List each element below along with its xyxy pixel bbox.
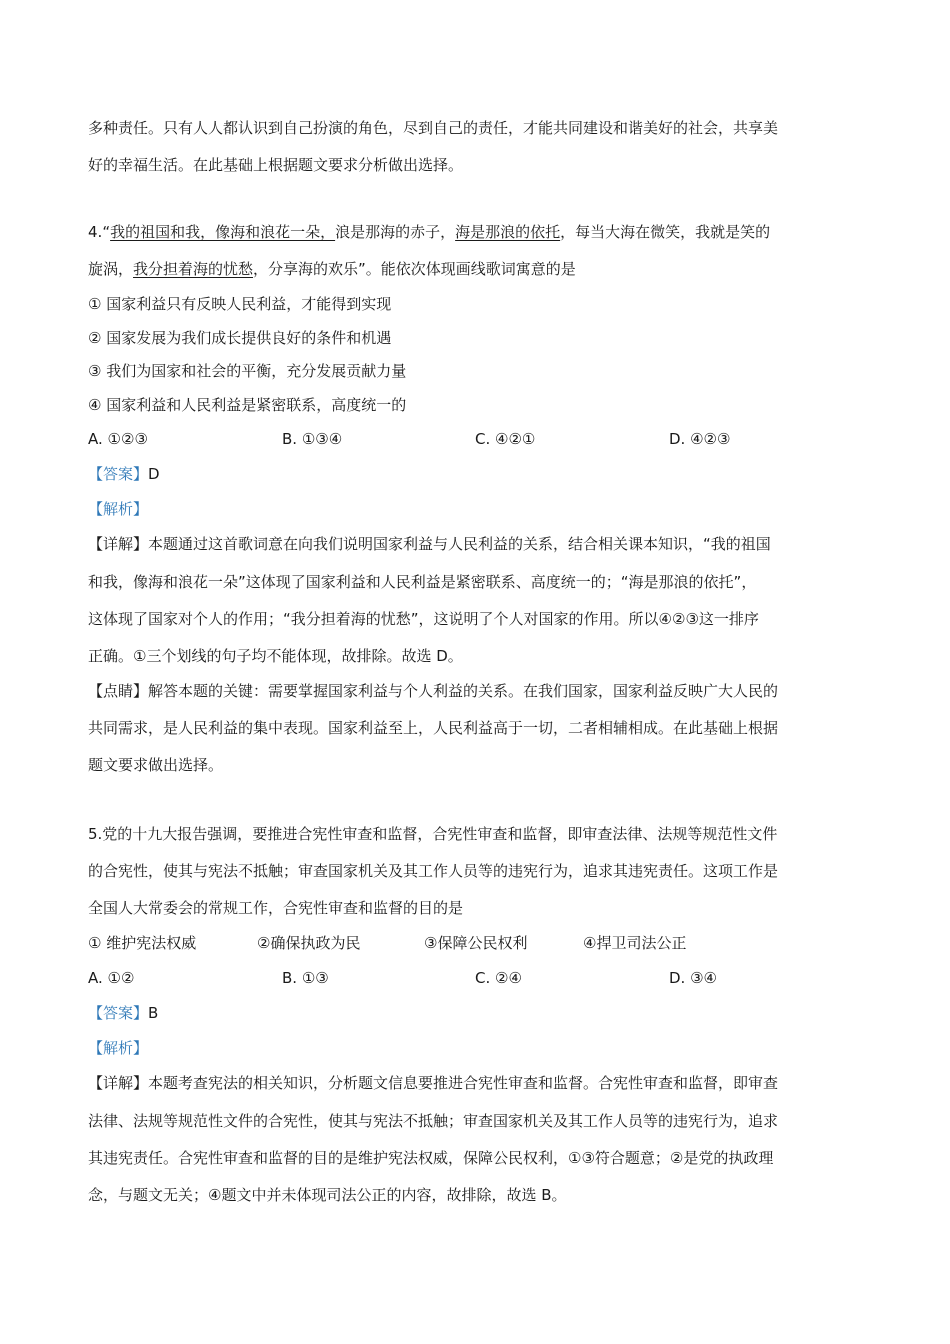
answer-tag: 【答案】 xyxy=(88,465,149,483)
q5-analysis-tag: 【解析】 xyxy=(88,1039,149,1057)
q4-statement-4: ④ 国家利益和人民利益是紧密联系，高度统一的 xyxy=(88,396,407,414)
q4-stem-line-1: 4.“我的祖国和我，像海和浪花一朵，浪是那海的赤子，海是那浪的依托，每当大海在微笑，我就是笑的 xyxy=(88,223,771,241)
q5-option-a: A. ①② xyxy=(88,969,135,987)
intro-line-1: 多种责任。只有人人都认识到自己扮演的角色，尽到自己的责任，才能共同建设和谐美好的社会，共享美 xyxy=(88,119,779,137)
q4-stem-line-2: 旋涡，我分担着海的忧愁，分享海的欢乐”。能依次体现画线歌词寓意的是 xyxy=(88,260,576,278)
q4-option-a: A. ①②③ xyxy=(88,430,148,448)
q5-option-d: D. ③④ xyxy=(669,969,718,987)
q4-tip-1: 【点睛】解答本题的关键：需要掌握国家利益与个人利益的关系。在我们国家，国家利益反映广大人民的 xyxy=(88,682,779,700)
answer-value: D xyxy=(148,465,160,483)
q5-stem-2: 的合宪性，使其与宪法不抵触；审查国家机关及其工作人员等的违宪行为，追求其违宪责任。这项工作是 xyxy=(88,862,779,880)
q4-number: 4. xyxy=(88,223,103,241)
q5-detail-4: 念，与题文无关；④题文中并未体现司法公正的内容，故排除，故选 B。 xyxy=(88,1186,567,1204)
q4-underline-2: 海是那浪的依托 xyxy=(455,223,561,241)
q5-stem-3: 全国人大常委会的常规工作，合宪性审查和监督的目的是 xyxy=(88,899,464,917)
q4-underline-3: 我分担着海的忧愁 xyxy=(133,260,254,278)
q5-item-3: ③保障公民权利 xyxy=(424,934,528,952)
q4-underline-1: 我的祖国和我，像海和浪花一朵， xyxy=(110,223,336,241)
answer-tag: 【答案】 xyxy=(88,1004,149,1022)
answer-value: B xyxy=(148,1004,159,1022)
q5-detail-2: 法律、法规等规范性文件的合宪性，使其与宪法不抵触；审查国家机关及其工作人员等的违宪行为，追求 xyxy=(88,1112,779,1130)
q4-tip-2: 共同需求，是人民利益的集中表现。国家利益至上，人民利益高于一切，二者相辅相成。在此基础上根据 xyxy=(88,719,779,737)
q5-detail-1: 【详解】本题考查宪法的相关知识，分析题文信息要推进合宪性审查和监督。合宪性审查和监督，即审查 xyxy=(88,1074,779,1092)
q4-option-c: C. ④②① xyxy=(475,430,536,448)
q4-statement-3: ③ 我们为国家和社会的平衡，充分发展贡献力量 xyxy=(88,362,407,380)
q4-statement-2: ② 国家发展为我们成长提供良好的条件和机遇 xyxy=(88,329,392,347)
q4-detail-4: 正确。①三个划线的句子均不能体现，故排除。故选 D。 xyxy=(88,647,463,665)
q4-option-d: D. ④②③ xyxy=(669,430,731,448)
q5-stem-1: 5.党的十九大报告强调，要推进合宪性审查和监督，合宪性审查和监督，即审查法律、法规等规范性文件 xyxy=(88,825,778,843)
q5-detail-3: 其违宪责任。合宪性审查和监督的目的是维护宪法权威，保障公民权利，①③符合题意；②是党的执政理 xyxy=(88,1149,774,1167)
q4-detail-3: 这体现了国家对个人的作用；“我分担着海的忧愁”，这说明了个人对国家的作用。所以④②③这一排序 xyxy=(88,610,759,628)
q5-item-4: ④捍卫司法公正 xyxy=(583,934,687,952)
q4-answer xyxy=(88,464,160,484)
q5-option-b: B. ①③ xyxy=(282,969,329,987)
q4-statement-1: ① 国家利益只有反映人民利益，才能得到实现 xyxy=(88,295,392,313)
q4-option-b: B. ①③④ xyxy=(282,430,343,448)
q5-option-c: C. ②④ xyxy=(475,969,522,987)
q5-item-1: ① 维护宪法权威 xyxy=(88,934,197,952)
q4-analysis-tag: 【解析】 xyxy=(88,500,149,518)
q4-detail-2: 和我，像海和浪花一朵”这体现了国家利益和人民利益是紧密联系、高度统一的；“海是那浪的依托”， xyxy=(88,573,757,591)
intro-line-2: 好的幸福生活。在此基础上根据题文要求分析做出选择。 xyxy=(88,156,464,174)
q5-item-2: ②确保执政为民 xyxy=(257,934,361,952)
q4-tip-3: 题文要求做出选择。 xyxy=(88,756,224,774)
q5-answer xyxy=(88,1003,158,1023)
q4-detail-1: 【详解】本题通过这首歌词意在向我们说明国家利益与人民利益的关系，结合相关课本知识，“我的祖国 xyxy=(88,535,771,553)
